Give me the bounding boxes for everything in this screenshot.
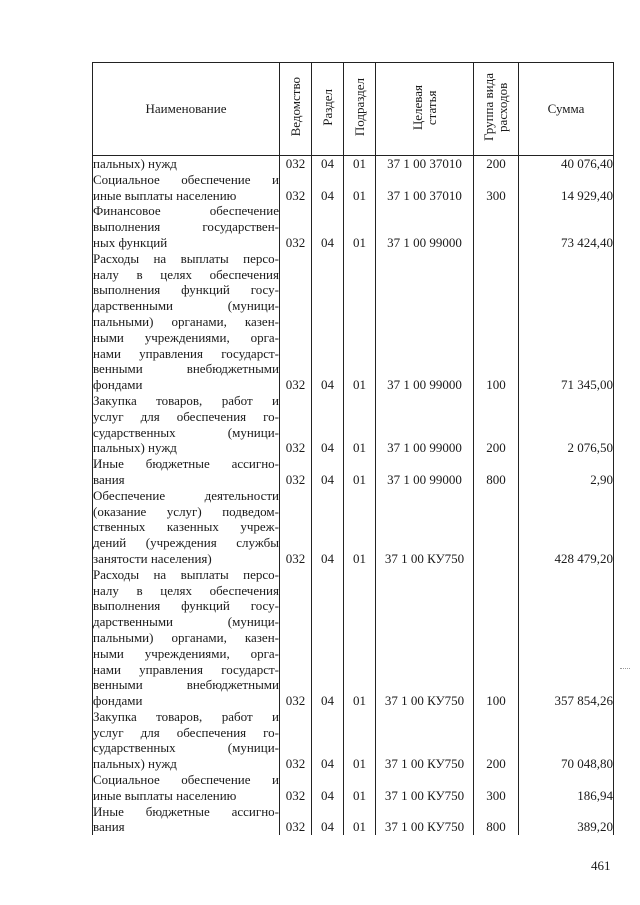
- cell-summa: 428 479,20: [519, 488, 614, 567]
- cell-podrazdel: 01: [344, 203, 376, 250]
- cell-summa: 40 076,40: [519, 156, 614, 172]
- row-name: [93, 203, 280, 250]
- table-row: [93, 172, 614, 204]
- row-name-line: Финансовое обеспечение: [93, 203, 279, 219]
- cell-podrazdel: 01: [344, 567, 376, 709]
- cell-podrazdel: 01: [344, 456, 376, 488]
- budget-table: [92, 62, 614, 835]
- cell-summa: 2,90: [519, 456, 614, 488]
- row-name-line: выполнения функций госу-: [93, 282, 279, 298]
- row-name-line: Закупка товаров, работ и: [93, 392, 279, 408]
- cell-vedomstvo: 032: [280, 251, 312, 393]
- row-name-line: сударственных (муници-: [93, 424, 279, 440]
- cell-vedomstvo: 032: [280, 709, 312, 772]
- cell-gruppa: 300: [474, 772, 519, 804]
- cell-celevaya: 37 1 00 КУ750: [376, 804, 474, 836]
- cell-celevaya: 37 1 00 99000: [376, 393, 474, 456]
- row-name-line: пальными) органами, казен-: [93, 629, 279, 645]
- row-name-line: дений (учреждения службы: [93, 535, 279, 551]
- cell-celevaya: 37 1 00 37010: [376, 156, 474, 172]
- cell-gruppa: 100: [474, 251, 519, 393]
- cell-razdel: 04: [312, 203, 344, 250]
- row-name-line: занятости населения): [93, 550, 212, 566]
- cell-vedomstvo: 032: [280, 567, 312, 709]
- cell-gruppa: 800: [474, 456, 519, 488]
- row-name-line: фондами: [93, 377, 143, 393]
- row-name-line: пальных) нужд: [93, 156, 177, 171]
- cell-summa: 14 929,40: [519, 172, 614, 204]
- row-name: [93, 456, 280, 488]
- row-name: [93, 488, 280, 567]
- cell-razdel: 04: [312, 456, 344, 488]
- cell-gruppa: 200: [474, 393, 519, 456]
- cell-podrazdel: 01: [344, 772, 376, 804]
- cell-celevaya: 37 1 00 КУ750: [376, 567, 474, 709]
- cell-summa: 71 345,00: [519, 251, 614, 393]
- row-name-line: пальных) нужд: [93, 440, 177, 456]
- row-name-line: Расходы на выплаты персо-: [93, 566, 279, 582]
- row-name-line: дарственными (муници-: [93, 298, 279, 314]
- row-name-line: налу в целях обеспечения: [93, 266, 279, 282]
- table-row: [93, 488, 614, 567]
- cell-vedomstvo: 032: [280, 804, 312, 836]
- row-name-line: дарственными (муници-: [93, 614, 279, 630]
- cell-summa: 357 854,26: [519, 567, 614, 709]
- table-header-row: [93, 63, 614, 156]
- row-name: [93, 709, 280, 772]
- row-name-line: венными внебюджетными: [93, 677, 279, 693]
- row-name: [93, 804, 280, 836]
- cell-vedomstvo: 032: [280, 393, 312, 456]
- cell-vedomstvo: 032: [280, 772, 312, 804]
- cell-razdel: 04: [312, 393, 344, 456]
- row-name: [93, 393, 280, 456]
- cell-summa: 389,20: [519, 804, 614, 836]
- cell-summa: 186,94: [519, 772, 614, 804]
- row-name-line: фондами: [93, 693, 143, 709]
- row-name-line: Социальное обеспечение и: [93, 171, 279, 187]
- row-name: [93, 251, 280, 393]
- cell-gruppa: [474, 203, 519, 250]
- table-body: [93, 156, 614, 836]
- cell-gruppa: 100: [474, 567, 519, 709]
- cell-celevaya: 37 1 00 99000: [376, 251, 474, 393]
- row-name-line: иные выплаты населению: [93, 187, 237, 203]
- header-podrazdel: Подраздел: [344, 63, 376, 156]
- table-row: [93, 203, 614, 250]
- table-row: [93, 772, 614, 804]
- row-name: [93, 567, 280, 709]
- table-row: [93, 709, 614, 772]
- table-row: [93, 156, 614, 172]
- cell-podrazdel: 01: [344, 393, 376, 456]
- cell-razdel: 04: [312, 156, 344, 172]
- row-name-line: пальными) органами, казен-: [93, 313, 279, 329]
- row-name-line: ственных казенных учреж-: [93, 519, 279, 535]
- row-name-line: Обеспечение деятельности: [93, 487, 279, 503]
- row-name-line: нами управления государст-: [93, 345, 279, 361]
- row-name-line: Закупка товаров, работ и: [93, 708, 279, 724]
- row-name: [93, 772, 280, 804]
- row-name-line: пальных) нужд: [93, 756, 177, 772]
- cell-celevaya: 37 1 00 КУ750: [376, 488, 474, 567]
- row-name-line: венными внебюджетными: [93, 361, 279, 377]
- cell-vedomstvo: 032: [280, 156, 312, 172]
- row-name-line: вания: [93, 471, 125, 487]
- cell-vedomstvo: 032: [280, 488, 312, 567]
- cell-celevaya: 37 1 00 37010: [376, 172, 474, 204]
- cell-celevaya: 37 1 00 КУ750: [376, 772, 474, 804]
- page-number: 461: [591, 858, 611, 873]
- cell-vedomstvo: 032: [280, 172, 312, 204]
- cell-razdel: 04: [312, 172, 344, 204]
- row-name-line: нами управления государст-: [93, 661, 279, 677]
- header-gruppa: Группа вида расходов: [474, 63, 519, 156]
- cell-razdel: 04: [312, 251, 344, 393]
- cell-celevaya: 37 1 00 99000: [376, 456, 474, 488]
- row-name: [93, 172, 280, 204]
- table-row: [93, 456, 614, 488]
- cell-razdel: 04: [312, 804, 344, 836]
- row-name-line: Иные бюджетные ассигно-: [93, 803, 279, 819]
- cell-podrazdel: 01: [344, 156, 376, 172]
- cell-summa: 73 424,40: [519, 203, 614, 250]
- cell-summa: 70 048,80: [519, 709, 614, 772]
- table-row: [93, 251, 614, 393]
- cell-gruppa: [474, 488, 519, 567]
- header-vedomstvo: Ведомство: [280, 63, 312, 156]
- table-row: [93, 567, 614, 709]
- cell-gruppa: 200: [474, 156, 519, 172]
- cell-podrazdel: 01: [344, 804, 376, 836]
- table-row: [93, 393, 614, 456]
- cell-razdel: 04: [312, 709, 344, 772]
- row-name-line: вания: [93, 819, 125, 835]
- header-razdel: Раздел: [312, 63, 344, 156]
- scan-mark: [620, 668, 630, 670]
- cell-vedomstvo: 032: [280, 203, 312, 250]
- row-name-line: иные выплаты населению: [93, 787, 237, 803]
- cell-podrazdel: 01: [344, 709, 376, 772]
- row-name-line: выполнения функций госу-: [93, 598, 279, 614]
- cell-vedomstvo: 032: [280, 456, 312, 488]
- cell-razdel: 04: [312, 772, 344, 804]
- row-name-line: услуг для обеспечения го-: [93, 724, 279, 740]
- cell-gruppa: 800: [474, 804, 519, 836]
- cell-podrazdel: 01: [344, 488, 376, 567]
- header-name: Наименование: [93, 63, 280, 156]
- cell-razdel: 04: [312, 488, 344, 567]
- row-name-line: Расходы на выплаты персо-: [93, 250, 279, 266]
- row-name-line: Социальное обеспечение и: [93, 772, 279, 788]
- table-row: [93, 804, 614, 836]
- row-name-line: сударственных (муници-: [93, 740, 279, 756]
- row-name-line: выполнения государствен-: [93, 219, 279, 235]
- cell-celevaya: 37 1 00 99000: [376, 203, 474, 250]
- row-name-line: ными учреждениями, орга-: [93, 645, 279, 661]
- row-name-line: (оказание услуг) подведом-: [93, 503, 279, 519]
- row-name-line: Иные бюджетные ассигно-: [93, 456, 279, 472]
- cell-razdel: 04: [312, 567, 344, 709]
- row-name-line: услуг для обеспечения го-: [93, 408, 279, 424]
- header-celevaya: Целевая статья: [376, 63, 474, 156]
- cell-summa: 2 076,50: [519, 393, 614, 456]
- cell-gruppa: 300: [474, 172, 519, 204]
- row-name-line: налу в целях обеспечения: [93, 582, 279, 598]
- cell-celevaya: 37 1 00 КУ750: [376, 709, 474, 772]
- cell-podrazdel: 01: [344, 172, 376, 204]
- row-name-line: ных функций: [93, 234, 168, 250]
- cell-gruppa: 200: [474, 709, 519, 772]
- header-summa: Сумма: [519, 63, 614, 156]
- cell-podrazdel: 01: [344, 251, 376, 393]
- row-name: [93, 156, 280, 172]
- row-name-line: ными учреждениями, орга-: [93, 329, 279, 345]
